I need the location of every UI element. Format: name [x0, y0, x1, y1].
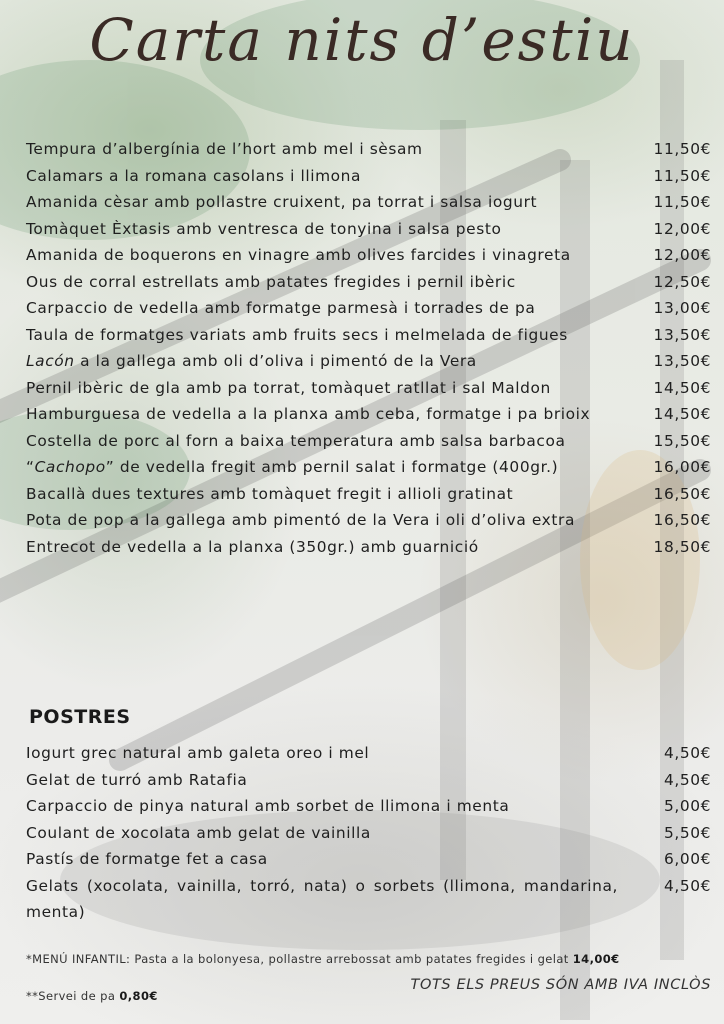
kids-menu-price: 14,00€ [572, 952, 620, 966]
menu-item [26, 269, 711, 296]
menu-item-price: 11,50€ [653, 140, 711, 158]
bread-service-price: 0,80€ [119, 989, 158, 1003]
menu-item-name: Lacón a la gallega amb oli d’oliva i pimentó de la Vera [26, 352, 477, 370]
menu-item-price: 13,50€ [653, 352, 711, 370]
menu-item-name: Pota de pop a la gallega amb pimentó de la Vera i oli d’oliva extra [26, 511, 575, 529]
menu-item-name: Amanida cèsar amb pollastre cruixent, pa torrat i salsa iogurt [26, 193, 538, 211]
menu-item-name: Coulant de xocolata amb gelat de vainilla [26, 823, 371, 842]
kids-menu-note: *MENÚ INFANTIL: Pasta a la bolonyesa, pollastre arrebossat amb patates fregides i gelat 14,00€ [26, 952, 620, 966]
menu-item-price: 4,50€ [663, 744, 711, 762]
bread-service-note: **Servei de pa 0,80€ [26, 989, 158, 1003]
menu-item [26, 348, 711, 375]
menu-item-price: 16,50€ [653, 511, 711, 529]
menu-item [26, 216, 711, 243]
menu-item-price: 11,50€ [653, 166, 711, 185]
menu-title: Carta nits d’estiu [89, 6, 635, 74]
menu-item-name: Ous de corral estrellats amb patates fregides i pernil ibèric [26, 272, 516, 291]
menu-item-price: 5,00€ [663, 797, 711, 815]
menu-item-name: Taula de formatges variats amb fruits secs i melmelada de figues [26, 325, 568, 344]
menu-item-price: 12,00€ [653, 246, 711, 264]
menu-item [26, 454, 711, 481]
menu-item-name: “Cachopo” de vedella fregit amb pernil salat i formatge (400gr.) [26, 458, 559, 476]
menu-item [26, 375, 711, 402]
menu-item [26, 322, 711, 349]
menu-item [26, 189, 711, 216]
menu-item-price: 13,00€ [653, 299, 711, 317]
menu-item [26, 507, 711, 534]
menu-item [26, 401, 711, 428]
menu-item-name: Iogurt grec natural amb galeta oreo i mel [26, 744, 370, 762]
menu-item-price: 16,50€ [653, 484, 711, 503]
menu-item-price: 5,50€ [663, 823, 711, 842]
menu-item-price: 16,00€ [653, 458, 711, 476]
menu-item-name: Hamburguesa de vedella a la planxa amb ceba, formatge i pa brioix [26, 405, 591, 423]
menu-item [26, 136, 711, 163]
menu-item [26, 820, 711, 847]
menu-item-name: Tomàquet Èxtasis amb ventresca de tonyina i salsa pesto [26, 219, 502, 238]
menu-item-price: 14,50€ [653, 405, 711, 423]
menu-item [26, 740, 711, 767]
vat-note: TOTS ELS PREUS SÓN AMB IVA INCLÒS [410, 977, 711, 993]
menu-item-price: 18,50€ [653, 537, 711, 556]
menu-item-price: 15,50€ [653, 431, 711, 450]
menu-item-name: Gelat de turró amb Ratafia [26, 770, 248, 789]
menu-item-name: Pastís de formatge fet a casa [26, 850, 268, 868]
menu-item [26, 295, 711, 322]
menu-item-price: 12,00€ [653, 219, 711, 238]
menu-item-name: Entrecot de vedella a la planxa (350gr.) amb guarnició [26, 537, 479, 556]
menu-item [26, 428, 711, 455]
menu-item [26, 481, 711, 508]
menu-item [26, 793, 711, 820]
menu-item-price: 14,50€ [653, 378, 711, 397]
menu-item-name: Carpaccio de vedella amb formatge parmesà i torrades de pa [26, 299, 536, 317]
menu-item [26, 873, 711, 926]
menu-item-name: Costella de porc al forn a baixa temperatura amb salsa barbacoa [26, 431, 566, 450]
menu-item [26, 163, 711, 190]
menu-item [26, 767, 711, 794]
menu-item-name: Tempura d’albergínia de l’hort amb mel i sèsam [26, 140, 423, 158]
menu-item-price: 12,50€ [653, 272, 711, 291]
menu-item-name: Carpaccio de pinya natural amb sorbet de llimona i menta [26, 797, 510, 815]
desserts-heading: POSTRES [29, 706, 131, 728]
menu-item-name: Calamars a la romana casolans i llimona [26, 166, 362, 185]
menu-item-name: Bacallà dues textures amb tomàquet fregit i allioli gratinat [26, 484, 514, 503]
menu-item-price: 13,50€ [653, 325, 711, 344]
menu-item-price: 6,00€ [663, 850, 711, 868]
menu-item-name: Amanida de boquerons en vinagre amb olives farcides i vinagreta [26, 246, 571, 264]
menu-item-price: 11,50€ [653, 193, 711, 211]
menu-item-name: Gelats (xocolata, vainilla, torró, nata) o sorbets (llimona, mandarina, menta) [26, 876, 618, 921]
menu-item-price: 4,50€ [663, 876, 711, 895]
desserts-list [26, 740, 711, 926]
menu-item [26, 242, 711, 269]
menu-item [26, 534, 711, 561]
menu-item-name: Pernil ibèric de gla amb pa torrat, tomàquet ratllat i sal Maldon [26, 378, 551, 397]
menu-item-price: 4,50€ [663, 770, 711, 789]
main-dishes-list [26, 136, 711, 560]
menu-item [26, 846, 711, 873]
